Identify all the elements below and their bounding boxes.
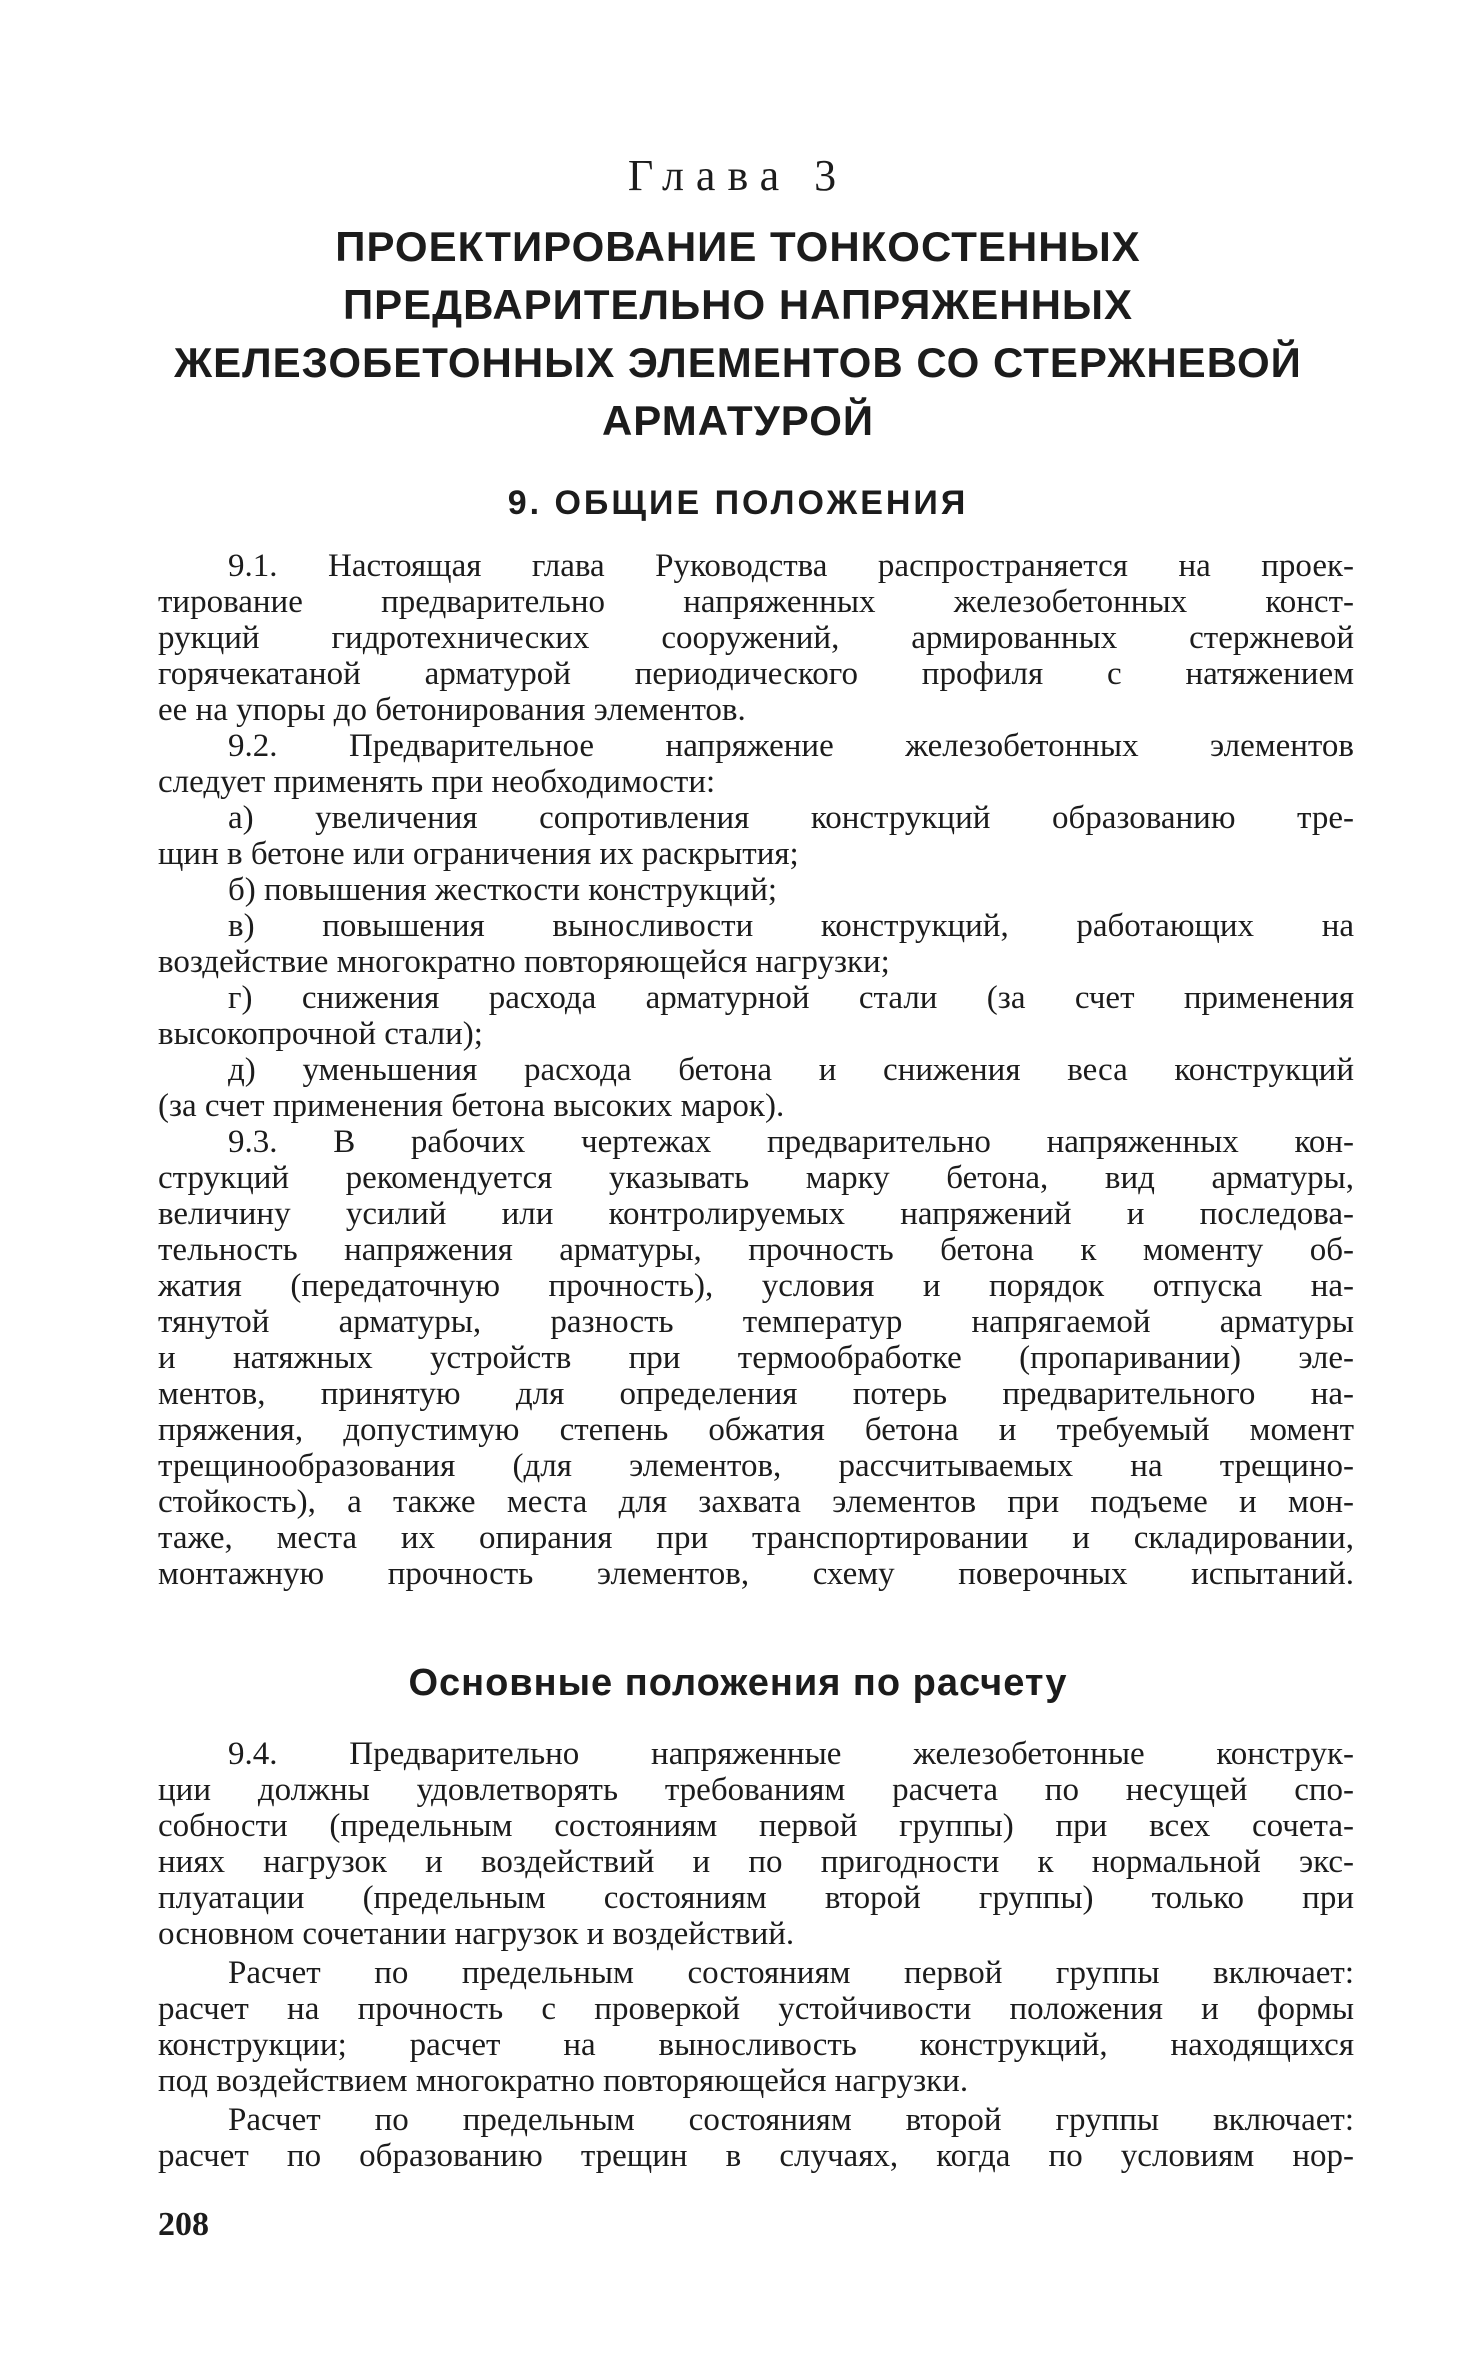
text-line: расчет на прочность с проверкой устойчивости положения и формы bbox=[158, 1991, 1354, 2027]
page-number: 208 bbox=[158, 2206, 209, 2243]
section-heading: 9. ОБЩИЕ ПОЛОЖЕНИЯ bbox=[507, 484, 969, 522]
text-line: 9.3. В рабочих чертежах предварительно напряженных кон- bbox=[228, 1124, 1354, 1160]
text-line: струкций рекомендуется указывать марку бетона, вид арматуры, bbox=[158, 1160, 1354, 1196]
text-line: б) повышения жесткости конструкций; bbox=[228, 872, 778, 908]
text-line: воздействие многократно повторяющейся нагрузки; bbox=[158, 944, 890, 980]
text-line: пряжения, допустимую степень обжатия бетона и требуемый момент bbox=[158, 1412, 1354, 1448]
text-line: трещинообразования (для элементов, рассчитываемых на трещино- bbox=[158, 1448, 1354, 1484]
text-line: стойкость), а также места для захвата элементов при подъеме и мон- bbox=[158, 1484, 1354, 1520]
text-line: в) повышения выносливости конструкций, работающих на bbox=[228, 908, 1354, 944]
text-line: ментов, принятую для определения потерь предварительного на- bbox=[158, 1376, 1354, 1412]
text-line: величину усилий или контролируемых напряжений и последова- bbox=[158, 1196, 1354, 1232]
chapter-title-line: ЖЕЛЕЗОБЕТОННЫХ ЭЛЕМЕНТОВ СО СТЕРЖНЕВОЙ bbox=[174, 339, 1302, 386]
chapter-title-line: ПРОЕКТИРОВАНИЕ ТОНКОСТЕННЫХ bbox=[335, 223, 1141, 270]
text-line: щин в бетоне или ограничения их раскрытия; bbox=[158, 836, 799, 872]
text-line: горячекатаной арматурой периодического профиля с натяжением bbox=[158, 656, 1354, 692]
text-line: а) увеличения сопротивления конструкций образованию тре- bbox=[228, 800, 1354, 836]
text-line: монтажную прочность элементов, схему поверочных испытаний. bbox=[158, 1556, 1354, 1592]
text-line: основном сочетании нагрузок и воздействий. bbox=[158, 1916, 795, 1952]
text-line: г) снижения расхода арматурной стали (за счет применения bbox=[228, 980, 1354, 1016]
text-line: ниях нагрузок и воздействий и по пригодности к нормальной экс- bbox=[158, 1844, 1354, 1880]
text-line: конструкции; расчет на выносливость конструкций, находящихся bbox=[158, 2027, 1354, 2063]
text-line: расчет по образованию трещин в случаях, когда по условиям нор- bbox=[158, 2138, 1354, 2174]
text-line: (за счет применения бетона высоких марок). bbox=[158, 1088, 785, 1124]
text-line: 9.2. Предварительное напряжение железобетонных элементов bbox=[228, 728, 1354, 764]
text-line: под воздействием многократно повторяющейся нагрузки. bbox=[158, 2063, 969, 2099]
subsection-heading: Основные положения по расчету bbox=[408, 1662, 1068, 1704]
text-line: тирование предварительно напряженных железобетонных конст- bbox=[158, 584, 1354, 620]
text-line: жатия (передаточную прочность), условия и порядок отпуска на- bbox=[158, 1268, 1354, 1304]
text-line: тянутой арматуры, разность температур напрягаемой арматуры bbox=[158, 1304, 1354, 1340]
text-line: д) уменьшения расхода бетона и снижения веса конструкций bbox=[228, 1052, 1354, 1088]
text-line: и натяжных устройств при термообработке (пропаривании) эле- bbox=[158, 1340, 1354, 1376]
text-line: ции должны удовлетворять требованиям расчета по несущей спо- bbox=[158, 1772, 1354, 1808]
text-line: 9.4. Предварительно напряженные железобетонные конструк- bbox=[228, 1736, 1354, 1772]
text-line: плуатации (предельным состояниям второй группы) только при bbox=[158, 1880, 1354, 1916]
chapter-title-line: АРМАТУРОЙ bbox=[601, 397, 875, 444]
text-line: собности (предельным состояниям первой группы) при всех сочета- bbox=[158, 1808, 1354, 1844]
chapter-title-line: ПРЕДВАРИТЕЛЬНО НАПРЯЖЕННЫХ bbox=[342, 281, 1134, 328]
text-line: следует применять при необходимости: bbox=[158, 764, 716, 800]
text-line: Расчет по предельным состояниям второй группы включает: bbox=[228, 2102, 1354, 2138]
text-line: ее на упоры до бетонирования элементов. bbox=[158, 692, 746, 728]
text-line: рукций гидротехнических сооружений, армированных стержневой bbox=[158, 620, 1354, 656]
text-line: высокопрочной стали); bbox=[158, 1016, 483, 1052]
chapter-title bbox=[100, 218, 1376, 450]
text-line: тельность напряжения арматуры, прочность бетона к моменту об- bbox=[158, 1232, 1354, 1268]
text-line: 9.1. Настоящая глава Руководства распространяется на проек- bbox=[228, 548, 1354, 584]
chapter-label: Глава 3 bbox=[627, 151, 849, 200]
text-line: Расчет по предельным состояниям первой группы включает: bbox=[228, 1955, 1354, 1991]
text-line: таже, места их опирания при транспортировании и складировании, bbox=[158, 1520, 1354, 1556]
